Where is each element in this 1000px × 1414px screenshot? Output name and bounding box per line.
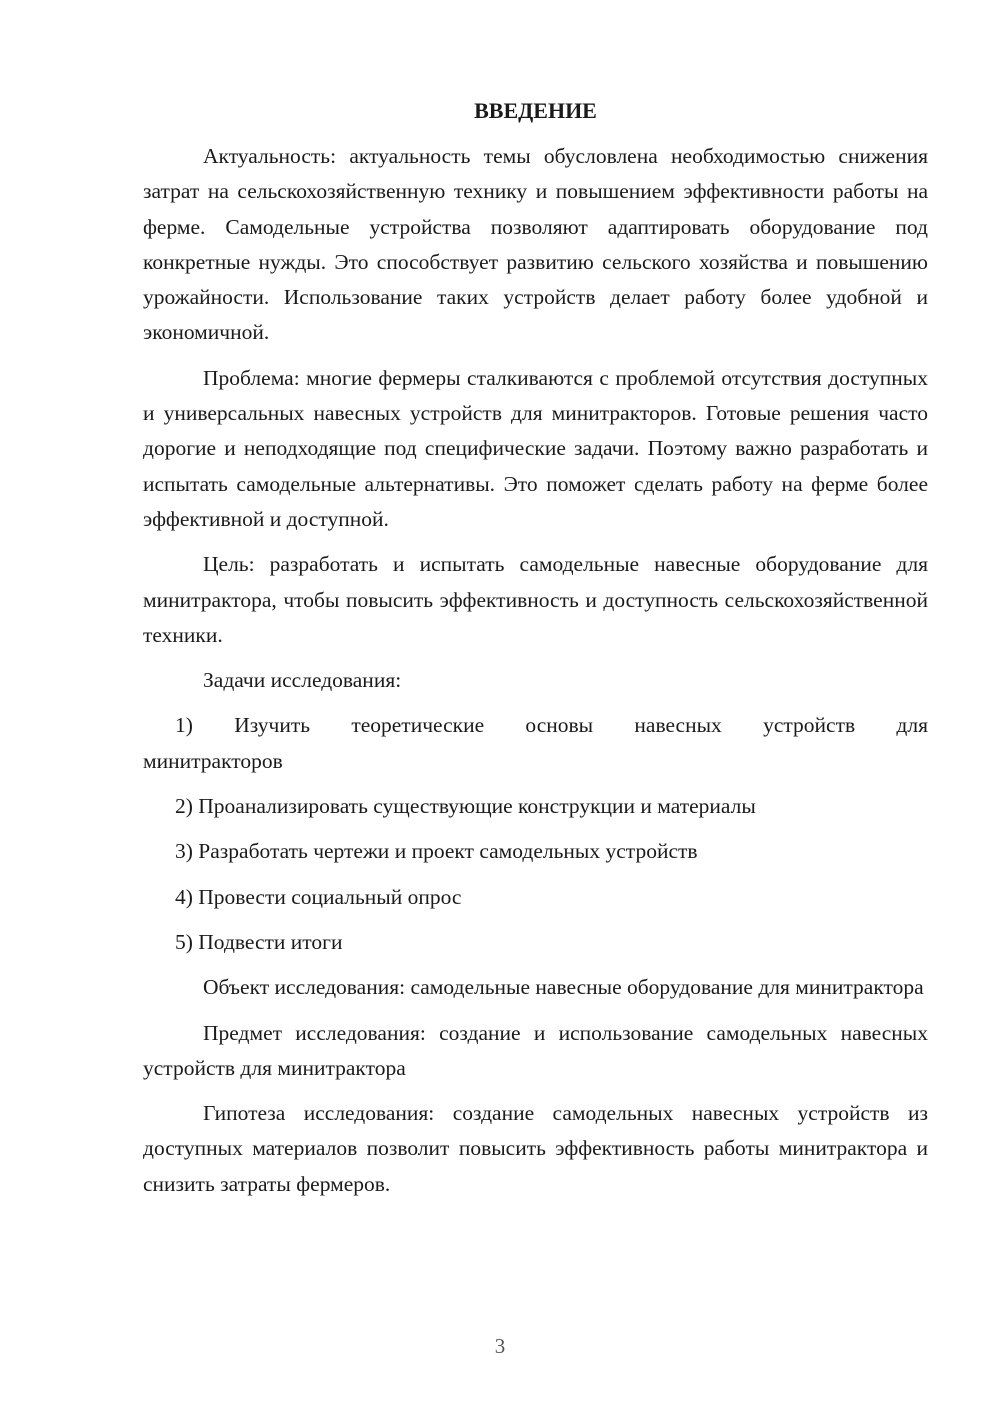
task-item-2: 2) Проанализировать существующие конструкции и материалы bbox=[175, 794, 756, 819]
paragraph-problem: Проблема: многие фермеры сталкиваются с проблемой отсутствия доступных и универсальных навесных устройств для минитракторов. Готовые решения часто дорогие и неподходящие под специфические задачи. Поэтому важно разработать и испытать самодельные альтернативы. Это поможет сделать работу на ферме более эффективной и доступной. bbox=[143, 365, 928, 531]
paragraph-relevance: Актуальность: актуальность темы обусловлена необходимостью снижения затрат на сельскохозяйственную технику и повышением эффективности работы на ферме. Самодельные устройства позволяют адаптировать оборудование под конкретные нужды. Это способствует развитию сельского хозяйства и повышению урожайности. Использование таких устройств делает работу более удобной и экономичной. bbox=[143, 144, 928, 345]
task-item-3: 3) Разработать чертежи и проект самодельных устройств bbox=[175, 839, 698, 864]
task-item-4: 4) Провести социальный опрос bbox=[175, 884, 462, 909]
paragraph-subject: Предмет исследования: создание и использование самодельных навесных устройств для минитрактора bbox=[143, 1020, 928, 1080]
paragraph-goal: Цель: разработать и испытать самодельные навесные оборудование для минитрактора, чтобы повысить эффективность и доступность сельскохозяйственной техники. bbox=[143, 552, 928, 647]
tasks-heading: Задачи исследования: bbox=[203, 668, 402, 693]
document-page bbox=[143, 95, 928, 1212]
paragraph-object: Объект исследования: самодельные навесные оборудование для минитрактора bbox=[203, 975, 924, 1000]
page-number: 3 bbox=[494, 1334, 506, 1358]
section-title: ВВЕДЕНИЕ bbox=[474, 98, 597, 123]
task-item-5: 5) Подвести итоги bbox=[175, 929, 343, 954]
task-item-1: 1) Изучить теоретические основы навесных устройств для минитракторов bbox=[143, 713, 928, 773]
paragraph-hypothesis: Гипотеза исследования: создание самодельных навесных устройств из доступных материалов позволит повысить эффективность работы минитрактора и снизить затраты фермеров. bbox=[143, 1101, 928, 1196]
